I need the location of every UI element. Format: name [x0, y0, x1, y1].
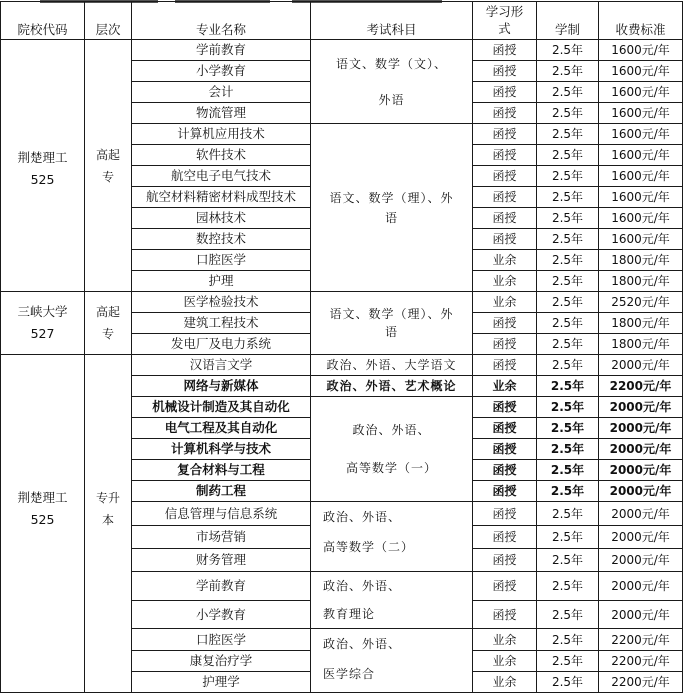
duration: 2.5年 — [537, 651, 599, 672]
exam-group-math2-line: 政治、外语、 — [323, 510, 402, 524]
study-mode: 业余 — [473, 651, 537, 672]
header-mode-line1: 学习形 — [485, 4, 524, 19]
major-name: 财务管理 — [132, 549, 311, 572]
duration: 2.5年 — [537, 502, 599, 526]
level-zhuansheng — [85, 355, 132, 693]
duration: 2.5年 — [537, 292, 599, 313]
level-gaoqi-2 — [85, 292, 132, 355]
study-mode: 函授 — [473, 40, 537, 61]
level-gaoqi-2-line: 专 — [101, 327, 114, 341]
study-mode: 函授 — [473, 601, 537, 629]
duration: 2.5年 — [537, 601, 599, 629]
tuition-fee: 1600元/年 — [599, 208, 683, 229]
major-name: 学前教育 — [132, 40, 311, 61]
duration: 2.5年 — [537, 672, 599, 693]
major-name: 复合材料与工程 — [132, 460, 311, 481]
school-sanxia-line: 三峡大学 — [17, 304, 68, 319]
header-fee: 收费标准 — [599, 2, 683, 40]
major-name: 小学教育 — [132, 61, 311, 82]
tuition-fee: 2000元/年 — [599, 418, 683, 439]
exam-group-sanxia-line: 语 — [384, 325, 398, 339]
major-name: 康复治疗学 — [132, 651, 311, 672]
tuition-fee: 1600元/年 — [599, 103, 683, 124]
level-gaoqi-1-line: 高起 — [95, 147, 120, 162]
duration: 2.5年 — [537, 145, 599, 166]
header-row — [1, 2, 683, 40]
duration: 2.5年 — [537, 250, 599, 271]
exam-chinese: 政治、外语、大学语文 — [311, 355, 473, 376]
major-name: 计算机应用技术 — [132, 124, 311, 145]
school-jingchu-zhuansheng-line: 荆楚理工 — [17, 489, 68, 505]
duration: 2.5年 — [537, 397, 599, 418]
tuition-fee: 2000元/年 — [599, 355, 683, 376]
tuition-fee: 2000元/年 — [599, 526, 683, 549]
study-mode: 函授 — [473, 572, 537, 601]
duration: 2.5年 — [537, 82, 599, 103]
duration: 2.5年 — [537, 208, 599, 229]
major-name: 小学教育 — [132, 601, 311, 629]
tuition-fee: 2000元/年 — [599, 439, 683, 460]
study-mode: 函授 — [473, 61, 537, 82]
tuition-fee: 1600元/年 — [599, 145, 683, 166]
duration: 2.5年 — [537, 481, 599, 502]
tuition-fee: 1600元/年 — [599, 82, 683, 103]
exam-group-education-line: 政治、外语、 — [323, 579, 402, 593]
duration: 2.5年 — [537, 439, 599, 460]
exam-group-math1 — [311, 397, 473, 502]
tuition-fee: 2000元/年 — [599, 601, 683, 629]
duration: 2.5年 — [537, 166, 599, 187]
header-study-mode — [473, 2, 537, 40]
study-mode: 函授 — [473, 355, 537, 376]
tuition-fee: 2200元/年 — [599, 629, 683, 651]
tuition-fee: 2000元/年 — [599, 460, 683, 481]
study-mode: 业余 — [473, 629, 537, 651]
exam-group-math2 — [311, 502, 473, 572]
table-row — [1, 355, 683, 376]
level-gaoqi-1-line: 专 — [101, 169, 114, 184]
header-mode-line2: 式 — [498, 21, 511, 36]
study-mode: 业余 — [473, 376, 537, 397]
school-jingchu-zhuansheng-line: 525 — [30, 511, 55, 527]
study-mode: 函授 — [473, 526, 537, 549]
major-name: 航空材料精密材料成型技术 — [132, 187, 311, 208]
major-name: 园林技术 — [132, 208, 311, 229]
exam-media: 政治、外语、艺术概论 — [311, 376, 473, 397]
study-mode: 函授 — [473, 418, 537, 439]
duration: 2.5年 — [537, 549, 599, 572]
major-name: 口腔医学 — [132, 250, 311, 271]
school-jingchu-zhuansheng — [1, 355, 85, 693]
exam-group-math1-line: 政治、外语、 — [352, 423, 431, 437]
major-name: 会计 — [132, 82, 311, 103]
study-mode: 函授 — [473, 187, 537, 208]
exam-group-medical — [311, 629, 473, 693]
study-mode: 函授 — [473, 313, 537, 334]
study-mode: 函授 — [473, 208, 537, 229]
tuition-fee: 1600元/年 — [599, 124, 683, 145]
tuition-fee: 1800元/年 — [599, 271, 683, 292]
major-name: 信息管理与信息系统 — [132, 502, 311, 526]
exam-group-science-line: 语 — [384, 210, 398, 225]
tuition-fee: 1800元/年 — [599, 334, 683, 355]
major-name: 航空电子电气技术 — [132, 166, 311, 187]
enrollment-fee-table — [0, 1, 683, 693]
study-mode: 函授 — [473, 82, 537, 103]
study-mode: 函授 — [473, 502, 537, 526]
school-jingchu-gaoqi-line: 荆楚理工 — [17, 149, 68, 165]
header-major: 专业名称 — [132, 2, 311, 40]
exam-group-medical-line: 医学综合 — [323, 667, 376, 681]
major-name: 软件技术 — [132, 145, 311, 166]
study-mode: 函授 — [473, 166, 537, 187]
study-mode: 业余 — [473, 672, 537, 693]
tuition-fee: 2000元/年 — [599, 481, 683, 502]
duration: 2.5年 — [537, 460, 599, 481]
exam-group-arts-line: 语文、数学（文）、 — [335, 56, 447, 71]
duration: 2.5年 — [537, 572, 599, 601]
major-name: 护理 — [132, 271, 311, 292]
tuition-fee: 2200元/年 — [599, 651, 683, 672]
level-gaoqi-1 — [85, 40, 132, 292]
duration: 2.5年 — [537, 526, 599, 549]
duration: 2.5年 — [537, 334, 599, 355]
major-name: 物流管理 — [132, 103, 311, 124]
exam-group-sanxia — [311, 292, 473, 355]
school-jingchu-gaoqi-line: 525 — [30, 171, 55, 187]
major-name: 发电厂及电力系统 — [132, 334, 311, 355]
study-mode: 业余 — [473, 250, 537, 271]
exam-group-math2-line: 高等数学（二） — [323, 540, 415, 554]
tuition-fee: 2200元/年 — [599, 672, 683, 693]
tuition-fee: 1600元/年 — [599, 40, 683, 61]
duration: 2.5年 — [537, 271, 599, 292]
tuition-fee: 1600元/年 — [599, 187, 683, 208]
exam-group-medical-line: 政治、外语、 — [323, 637, 402, 651]
school-sanxia — [1, 292, 85, 355]
tuition-fee: 2000元/年 — [599, 502, 683, 526]
study-mode: 函授 — [473, 397, 537, 418]
study-mode: 业余 — [473, 292, 537, 313]
duration: 2.5年 — [537, 229, 599, 250]
study-mode: 函授 — [473, 145, 537, 166]
table-row — [1, 40, 683, 61]
level-zhuansheng-line: 专升 — [95, 490, 120, 505]
duration: 2.5年 — [537, 313, 599, 334]
header-exam: 考试科目 — [311, 2, 473, 40]
tuition-fee: 1600元/年 — [599, 166, 683, 187]
major-name: 市场营销 — [132, 526, 311, 549]
duration: 2.5年 — [537, 103, 599, 124]
tuition-fee: 2000元/年 — [599, 549, 683, 572]
tuition-fee: 1800元/年 — [599, 313, 683, 334]
tuition-fee: 2520元/年 — [599, 292, 683, 313]
exam-group-education — [311, 572, 473, 629]
study-mode: 函授 — [473, 460, 537, 481]
major-name: 建筑工程技术 — [132, 313, 311, 334]
tuition-fee: 2000元/年 — [599, 572, 683, 601]
duration: 2.5年 — [537, 629, 599, 651]
study-mode: 函授 — [473, 103, 537, 124]
header-years: 学制 — [537, 2, 599, 40]
major-name: 医学检验技术 — [132, 292, 311, 313]
major-name: 机械设计制造及其自动化 — [132, 397, 311, 418]
major-name: 护理学 — [132, 672, 311, 693]
duration: 2.5年 — [537, 418, 599, 439]
duration: 2.5年 — [537, 40, 599, 61]
tuition-fee: 1800元/年 — [599, 250, 683, 271]
major-name: 口腔医学 — [132, 629, 311, 651]
exam-group-education-line: 教育理论 — [323, 607, 376, 621]
tuition-fee: 2200元/年 — [599, 376, 683, 397]
exam-group-sanxia-line: 语文、数学（理）、外 — [329, 307, 454, 321]
table-row — [1, 292, 683, 313]
major-name: 网络与新媒体 — [132, 376, 311, 397]
school-jingchu-gaoqi — [1, 40, 85, 292]
exam-group-math1-line: 高等数学（一） — [345, 461, 437, 475]
header-level: 层次 — [85, 2, 132, 40]
study-mode: 函授 — [473, 439, 537, 460]
major-name: 数控技术 — [132, 229, 311, 250]
major-name: 汉语言文学 — [132, 355, 311, 376]
major-name: 电气工程及其自动化 — [132, 418, 311, 439]
exam-group-science — [311, 124, 473, 292]
duration: 2.5年 — [537, 124, 599, 145]
duration: 2.5年 — [537, 61, 599, 82]
study-mode: 函授 — [473, 481, 537, 502]
level-zhuansheng-line: 本 — [101, 512, 114, 527]
tuition-fee: 1600元/年 — [599, 229, 683, 250]
tuition-fee: 2000元/年 — [599, 397, 683, 418]
major-name: 制药工程 — [132, 481, 311, 502]
study-mode: 函授 — [473, 549, 537, 572]
major-name: 计算机科学与技术 — [132, 439, 311, 460]
exam-group-arts-line: 外语 — [378, 92, 405, 107]
level-gaoqi-2-line: 高起 — [95, 305, 120, 319]
header-school-code: 院校代码 — [1, 2, 85, 40]
study-mode: 函授 — [473, 334, 537, 355]
exam-group-science-line: 语文、数学（理）、外 — [329, 190, 454, 205]
tuition-fee: 1600元/年 — [599, 61, 683, 82]
study-mode: 业余 — [473, 271, 537, 292]
major-name: 学前教育 — [132, 572, 311, 601]
duration: 2.5年 — [537, 376, 599, 397]
study-mode: 函授 — [473, 124, 537, 145]
study-mode: 函授 — [473, 229, 537, 250]
school-sanxia-line: 527 — [30, 326, 55, 341]
exam-group-arts — [311, 40, 473, 124]
duration: 2.5年 — [537, 355, 599, 376]
duration: 2.5年 — [537, 187, 599, 208]
